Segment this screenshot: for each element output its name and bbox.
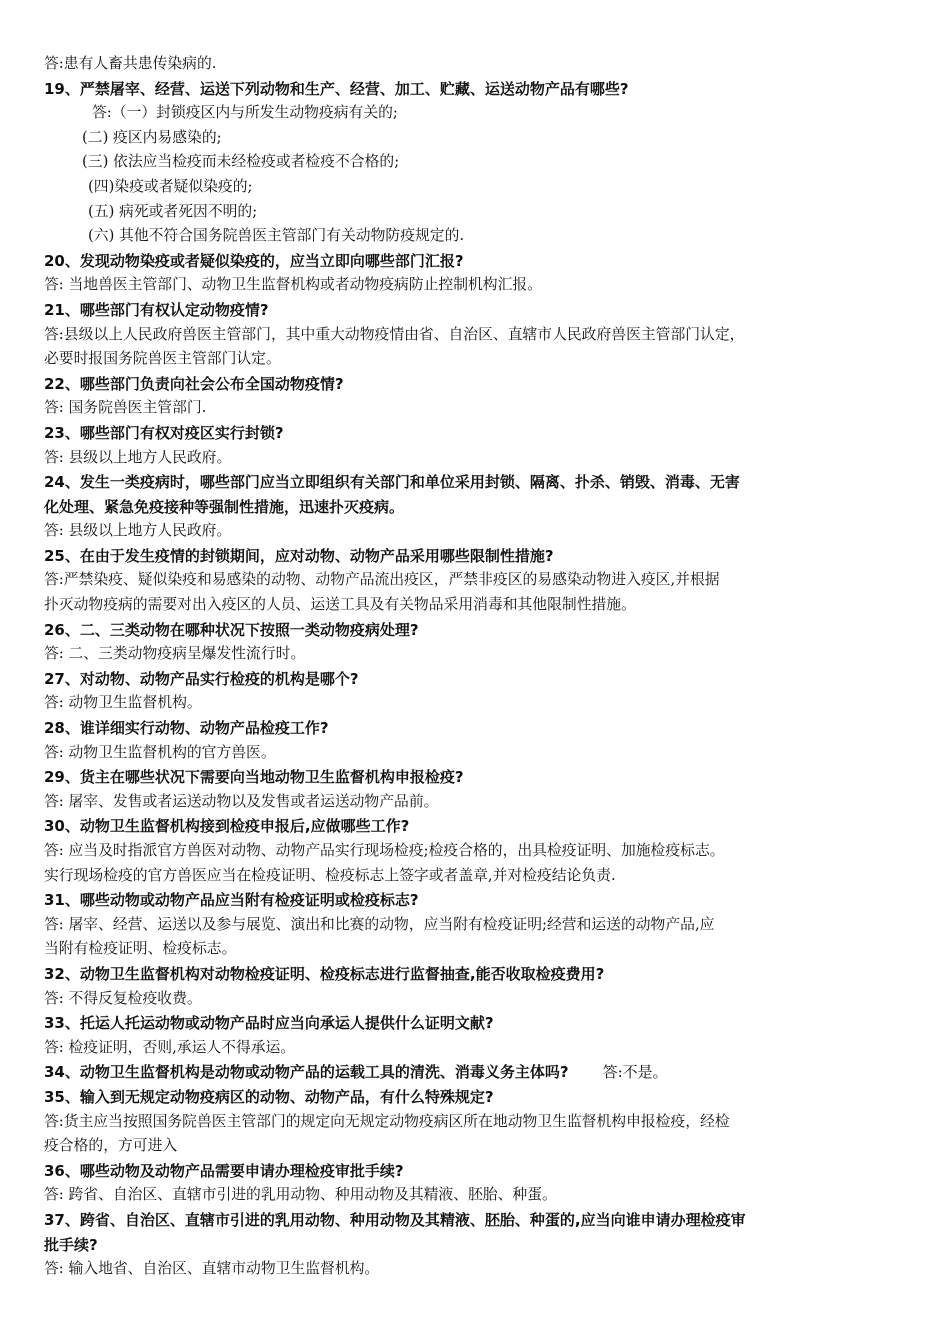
answer-line	[44, 347, 910, 372]
question-line	[44, 298, 910, 323]
answer-text: 答: 国务院兽医主管部门.	[44, 399, 207, 417]
answer-line	[44, 323, 910, 348]
question-text: 32、动物卫生监督机构对动物检疫证明、检疫标志进行监督抽查,能否收取检疫费用?	[44, 964, 605, 983]
answer-text: 答:县级以上人民政府兽医主管部门，其中重大动物疫情由省、自治区、直辖市人民政府兽医主管部门认定，	[44, 325, 745, 343]
question-text: 34、动物卫生监督机构是动物或动物产品的运载工具的清洗、消毒义务主体吗?	[44, 1063, 569, 1082]
question-line	[44, 1208, 910, 1233]
answer-line	[44, 839, 910, 864]
question-text: 30、动物卫生监督机构接到检疫申报后,应做哪些工作?	[44, 817, 410, 836]
answer-line	[44, 126, 910, 151]
question-line	[44, 1060, 910, 1085]
answer-text: 疫合格的，方可进入	[44, 1137, 178, 1155]
answer-text: 必要时报国务院兽医主管部门认定。	[44, 350, 281, 368]
answer-line	[44, 1183, 910, 1208]
answer-line	[44, 937, 910, 962]
question-text: 31、哪些动物或动物产品应当附有检疫证明或检疫标志?	[44, 891, 419, 910]
question-text: 26、二、三类动物在哪种状况下按照一类动物疫病处理?	[44, 620, 419, 639]
answer-line	[44, 691, 910, 716]
answer-line	[44, 519, 910, 544]
question-text: 28、谁详细实行动物、动物产品检疫工作?	[44, 719, 329, 738]
answer-line	[44, 1036, 910, 1061]
question-text: 24、发生一类疫病时，哪些部门应当立即组织有关部门和单位采用封锁、隔离、扑杀、销毁、消毒、无害	[44, 473, 740, 492]
answer-line	[44, 913, 910, 938]
question-text: 21、哪些部门有权认定动物疫情?	[44, 300, 269, 319]
answer-text: 答: 屠宰、经营、运送以及参与展览、演出和比赛的动物，应当附有检疫证明;经营和运送的动物产品,应	[44, 915, 715, 933]
question-line	[44, 667, 910, 692]
answer-line	[44, 790, 910, 815]
question-line	[44, 716, 910, 741]
question-line	[44, 765, 910, 790]
question-line	[44, 372, 910, 397]
question-line	[44, 1011, 910, 1036]
answer-line	[44, 987, 910, 1012]
answer-text: 答:（一）封锁疫区内与所发生动物疫病有关的;	[92, 104, 398, 122]
question-text: 25、在由于发生疫情的封锁期间，应对动物、动物产品采用哪些限制性措施?	[44, 546, 554, 565]
answer-text: (三) 依法应当检疫而未经检疫或者检疫不合格的;	[82, 153, 400, 171]
question-line	[44, 544, 910, 569]
answer-line	[44, 1257, 910, 1282]
answer-text: 答: 县级以上地方人民政府。	[44, 522, 232, 540]
question-line	[44, 421, 910, 446]
answer-text: (二) 疫区内易感染的;	[82, 128, 222, 146]
answer-text: 答: 二、三类动物疫病呈爆发性流行时。	[44, 645, 306, 663]
answer-text: 答: 屠宰、发售或者运送动物以及发售或者运送动物产品前。	[44, 792, 439, 810]
answer-text: 当附有检疫证明、检疫标志。	[44, 940, 237, 958]
answer-line	[44, 175, 910, 200]
answer-line	[44, 1134, 910, 1159]
inline-answer-text: 答:不是。	[602, 1063, 668, 1082]
answer-text: 答: 跨省、自治区、直辖市引进的乳用动物、种用动物及其精液、胚胎、种蛋。	[44, 1186, 557, 1204]
question-line	[44, 1233, 910, 1258]
answer-text: 答: 县级以上地方人民政府。	[44, 448, 232, 466]
answer-line	[44, 593, 910, 618]
answer-line	[44, 1110, 910, 1135]
question-line	[44, 888, 910, 913]
answer-text: 答:严禁染疫、疑似染疫和易感染的动物、动物产品流出疫区，严禁非疫区的易感染动物进入疫区,并根据	[44, 571, 720, 589]
question-text: 19、严禁屠宰、经营、运送下列动物和生产、经营、加工、贮藏、运送动物产品有哪些?	[44, 79, 629, 98]
question-line	[44, 495, 910, 520]
answer-text: 答:患有人畜共患传染病的.	[44, 55, 217, 72]
answer-text: (六) 其他不符合国务院兽医主管部门有关动物防疫规定的.	[88, 227, 465, 245]
answer-line	[44, 200, 910, 225]
question-line	[44, 77, 910, 102]
answer-line	[44, 52, 910, 77]
question-line	[44, 962, 910, 987]
question-text: 37、跨省、自治区、直辖市引进的乳用动物、种用动物及其精液、胚胎、种蛋的,应当向谁申请办理检疫审	[44, 1210, 746, 1229]
question-text: 20、发现动物染疫或者疑似染疫的，应当立即向哪些部门汇报?	[44, 251, 464, 270]
answer-text: 答: 检疫证明，否则,承运人不得承运。	[44, 1038, 296, 1056]
question-text: 33、托运人托运动物或动物产品时应当向承运人提供什么证明文献?	[44, 1014, 494, 1033]
answer-line	[44, 741, 910, 766]
qa-document	[44, 52, 910, 1282]
answer-line	[44, 396, 910, 421]
question-text: 27、对动物、动物产品实行检疫的机构是哪个?	[44, 669, 359, 688]
question-text: 化处理、紧急免疫接种等强制性措施，迅速扑灭疫病。	[44, 497, 405, 516]
question-line	[44, 814, 910, 839]
answer-text: 答:货主应当按照国务院兽医主管部门的规定向无规定动物疫病区所在地动物卫生监督机构申报检疫，经检	[44, 1112, 730, 1130]
answer-text: 答: 不得反复检疫收费。	[44, 989, 202, 1007]
answer-line	[44, 273, 910, 298]
answer-text: 扑灭动物疫病的需要对出入疫区的人员、运送工具及有关物品采用消毒和其他限制性措施。	[44, 596, 636, 614]
question-line	[44, 1159, 910, 1184]
question-line	[44, 618, 910, 643]
answer-line	[44, 568, 910, 593]
answer-text: (五) 病死或者死因不明的;	[88, 202, 258, 220]
answer-line	[44, 150, 910, 175]
answer-line	[44, 642, 910, 667]
question-text: 36、哪些动物及动物产品需要申请办理检疫审批手续?	[44, 1161, 404, 1180]
question-text: 29、货主在哪些状况下需要向当地动物卫生监督机构申报检疫?	[44, 768, 464, 787]
answer-text: 答: 动物卫生监督机构。	[44, 694, 202, 712]
question-text: 23、哪些部门有权对疫区实行封锁?	[44, 423, 284, 442]
question-line	[44, 1085, 910, 1110]
question-text: 35、输入到无规定动物疫病区的动物、动物产品，有什么特殊规定?	[44, 1087, 494, 1106]
answer-text: 答: 动物卫生监督机构的官方兽医。	[44, 743, 276, 761]
question-text: 22、哪些部门负责向社会公布全国动物疫情?	[44, 374, 344, 393]
answer-text: (四)染疫或者疑似染疫的;	[88, 177, 253, 195]
answer-line	[44, 101, 910, 126]
question-text: 批手续?	[44, 1235, 98, 1254]
answer-text: 答: 当地兽医主管部门、动物卫生监督机构或者动物疫病防止控制机构汇报。	[44, 276, 542, 294]
answer-text: 答: 应当及时指派官方兽医对动物、动物产品实行现场检疫;检疫合格的，出具检疫证明、加施检疫标志。	[44, 842, 725, 859]
answer-text: 答: 输入地省、自治区、直辖市动物卫生监督机构。	[44, 1260, 380, 1278]
question-line	[44, 470, 910, 495]
question-line	[44, 249, 910, 274]
answer-line	[44, 446, 910, 471]
answer-text: 实行现场检疫的官方兽医应当在检疫证明、检疫标志上签字或者盖章,并对检疫结论负责.	[44, 866, 616, 884]
answer-line	[44, 224, 910, 249]
answer-line	[44, 864, 910, 889]
